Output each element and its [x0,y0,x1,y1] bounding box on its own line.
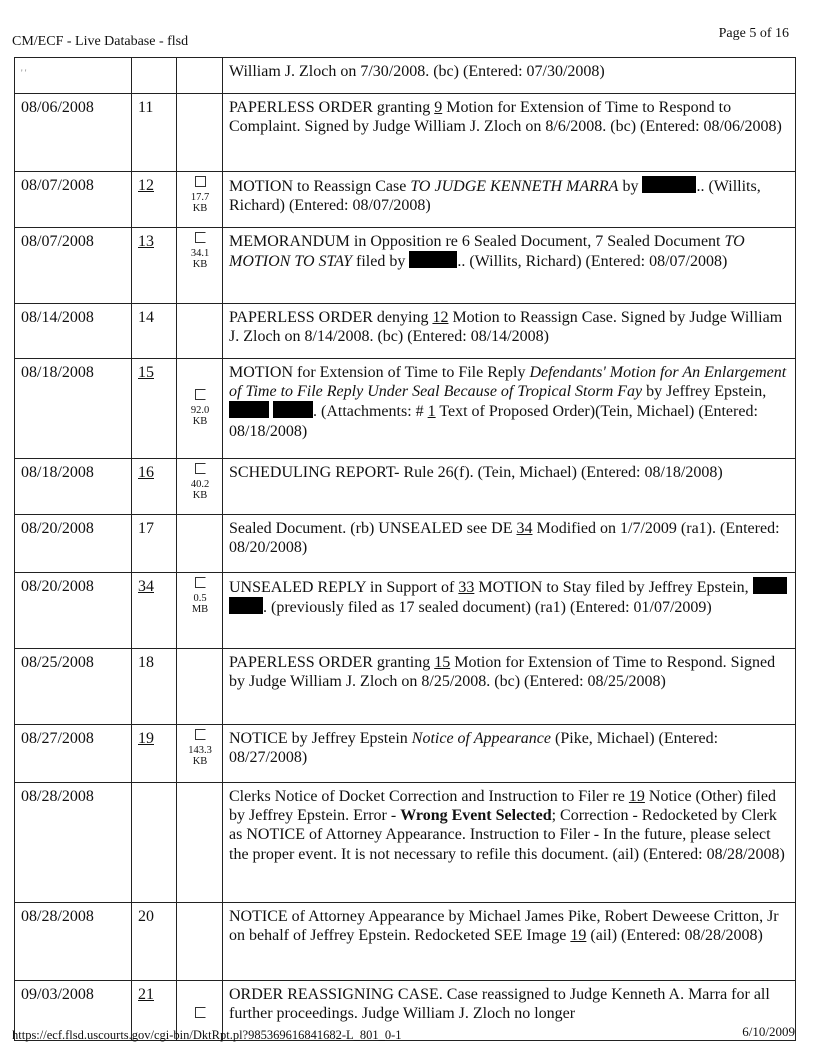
entry-text: NOTICE by Jeffrey Epstein Notice of Appearance (Pike, Michael) (Entered: 08/27/2008) [223,725,796,783]
entry-text: UNSEALED REPLY in Support of 33 MOTION to Stay filed by Jeffrey Epstein, . (previously filed as 17 sealed document) (ra1) (Entered: 01/07/2009) [223,573,796,649]
entry-text: William J. Zloch on 7/30/2008. (bc) (Entered: 07/30/2008) [223,58,796,94]
table-row [15,725,796,783]
entry-number-cell [132,359,177,459]
entry-text: MOTION for Extension of Time to File Reply Defendants' Motion for An Enlargement of Time to File Reply Under Seal Because of Tropical Storm Fay by Jeffrey Epstein, . (Attachments: # 1 Text of Proposed Order)(Tein, Michael) (Entered: 08/18/2008) [223,359,796,459]
entry-number-link[interactable]: 15 [138,364,154,381]
table-row [15,649,796,725]
entry-date: 08/28/2008 [15,783,132,903]
footer-url: https://ecf.flsd.uscourts.gov/cgi-bin/DktRpt.pl?985369616841682-L_801_0-1 [12,1028,402,1042]
entry-number: 18 [132,649,177,725]
doc-cell [177,903,223,981]
document-icon [195,463,206,474]
document-link[interactable]: 40.2 KB [177,459,223,515]
docket-table [14,57,796,1041]
entry-number-link[interactable]: 19 [138,730,154,747]
entry-text: PAPERLESS ORDER granting 9 Motion for Extension of Time to Respond to Complaint. Signed by Judge William J. Zloch on 8/6/2008. (bc) (Entered: 08/06/2008) [223,94,796,172]
entry-text: SCHEDULING REPORT- Rule 26(f). (Tein, Michael) (Entered: 08/18/2008) [223,459,796,515]
docket-link[interactable]: 19 [570,927,587,945]
scan-marks: ' ' [21,68,27,78]
table-row [15,172,796,228]
table-row [15,304,796,359]
num-cell [132,58,177,94]
entry-text: MOTION to Reassign Case TO JUDGE KENNETH MARRA by .. (Willits, Richard) (Entered: 08/07/2008) [223,172,796,228]
entry-date: 08/18/2008 [15,459,132,515]
redaction-box [273,401,313,418]
entry-text: NOTICE of Attorney Appearance by Michael James Pike, Robert Deweese Critton, Jr on behalf of Jeffrey Epstein. Redocketed SEE Image 19 (ail) (Entered: 08/28/2008) [223,903,796,981]
redaction-box [229,597,263,614]
entry-number: 14 [132,304,177,359]
entry-text: ORDER REASSIGNING CASE. Case reassigned to Judge Kenneth A. Marra for all further proceedings. Judge William J. Zloch no longer [223,981,796,1041]
entry-date: 08/18/2008 [15,359,132,459]
redaction-box [409,251,457,268]
entry-date: 08/14/2008 [15,304,132,359]
entry-date: 09/03/2008 [15,981,132,1041]
entry-number-link[interactable]: 34 [138,578,154,595]
docket-link[interactable]: 12 [432,309,449,326]
table-row [15,359,796,459]
docket-link[interactable]: 19 [628,788,645,805]
entry-number-cell [132,459,177,515]
table-row [15,903,796,981]
document-icon [195,389,206,400]
document-icon [195,729,206,740]
table-row [15,94,796,172]
entry-number: 17 [132,515,177,573]
document-link[interactable]: 0.5 MB [177,573,223,649]
entry-text: PAPERLESS ORDER granting 15 Motion for Extension of Time to Respond. Signed by Judge William J. Zloch on 8/25/2008. (bc) (Entered: 08/25/2008) [223,649,796,725]
entry-number-link[interactable]: 12 [138,177,154,194]
document-icon [195,1007,206,1018]
table-row [15,783,796,903]
entry-date: 08/28/2008 [15,903,132,981]
entry-number-cell [132,228,177,304]
doc-cell [177,58,223,94]
table-row [15,515,796,573]
table-row [15,58,796,94]
docket-link[interactable]: 34 [516,520,533,537]
entry-text: Clerks Notice of Docket Correction and Instruction to Filer re 19 Notice (Other) filed by Jeffrey Epstein. Error - Wrong Event Selected; Correction - Redocketed by Clerk as NOTICE of Attorney Appearance. Instruction to Filer - In the future, please select the proper event. It is not necessary to refile this document. (ail) (Entered: 08/28/2008) [223,783,796,903]
entry-text: MEMORANDUM in Opposition re 6 Sealed Document, 7 Sealed Document TO MOTION TO STAY filed by .. (Willits, Richard) (Entered: 08/07/2008) [223,228,796,304]
entry-date: 08/20/2008 [15,515,132,573]
document-link[interactable]: 17.7 KB [177,172,223,228]
doc-cell [177,304,223,359]
entry-number-cell [132,573,177,649]
entry-number-cell [132,172,177,228]
docket-link[interactable]: 33 [458,579,475,596]
table-row [15,459,796,515]
doc-cell [177,649,223,725]
document-link[interactable]: 92.0 KB [177,359,223,459]
footer-date: 6/10/2009 [742,1024,795,1039]
redaction-box [229,401,269,418]
entry-number: 20 [132,903,177,981]
entry-number-cell [132,725,177,783]
entry-date: 08/27/2008 [15,725,132,783]
document-icon [195,232,206,243]
entry-date: 08/25/2008 [15,649,132,725]
entry-number-link[interactable]: 13 [138,233,154,250]
entry-text: Sealed Document. (rb) UNSEALED see DE 34 Modified on 1/7/2009 (ra1). (Entered: 08/20/2008) [223,515,796,573]
docket-link[interactable]: 15 [434,654,451,671]
page-number: Page 5 of 16 [718,26,789,41]
entry-date: 08/06/2008 [15,94,132,172]
entry-number: 11 [132,94,177,172]
docket-link[interactable]: 9 [434,99,443,116]
entry-text: PAPERLESS ORDER denying 12 Motion to Reassign Case. Signed by Judge William J. Zloch on 8/14/2008. (bc) (Entered: 08/14/2008) [223,304,796,359]
attachment-link[interactable]: 1 [427,403,436,421]
document-link[interactable]: 143.3 KB [177,725,223,783]
entry-date: 08/07/2008 [15,172,132,228]
redaction-box [642,176,696,193]
table-row [15,228,796,304]
doc-cell [177,783,223,903]
table-row [15,573,796,649]
num-cell [132,783,177,903]
entry-date: 08/20/2008 [15,573,132,649]
header-title: CM/ECF - Live Database - flsd [12,34,189,49]
doc-cell [177,515,223,573]
doc-cell [177,94,223,172]
date-cell [15,58,132,94]
redaction-box [753,577,787,594]
document-link[interactable]: 34.1 KB [177,228,223,304]
entry-number-link[interactable]: 21 [138,986,154,1003]
document-icon [195,176,206,187]
document-icon [195,577,206,588]
entry-date: 08/07/2008 [15,228,132,304]
entry-number-link[interactable]: 16 [138,464,154,481]
